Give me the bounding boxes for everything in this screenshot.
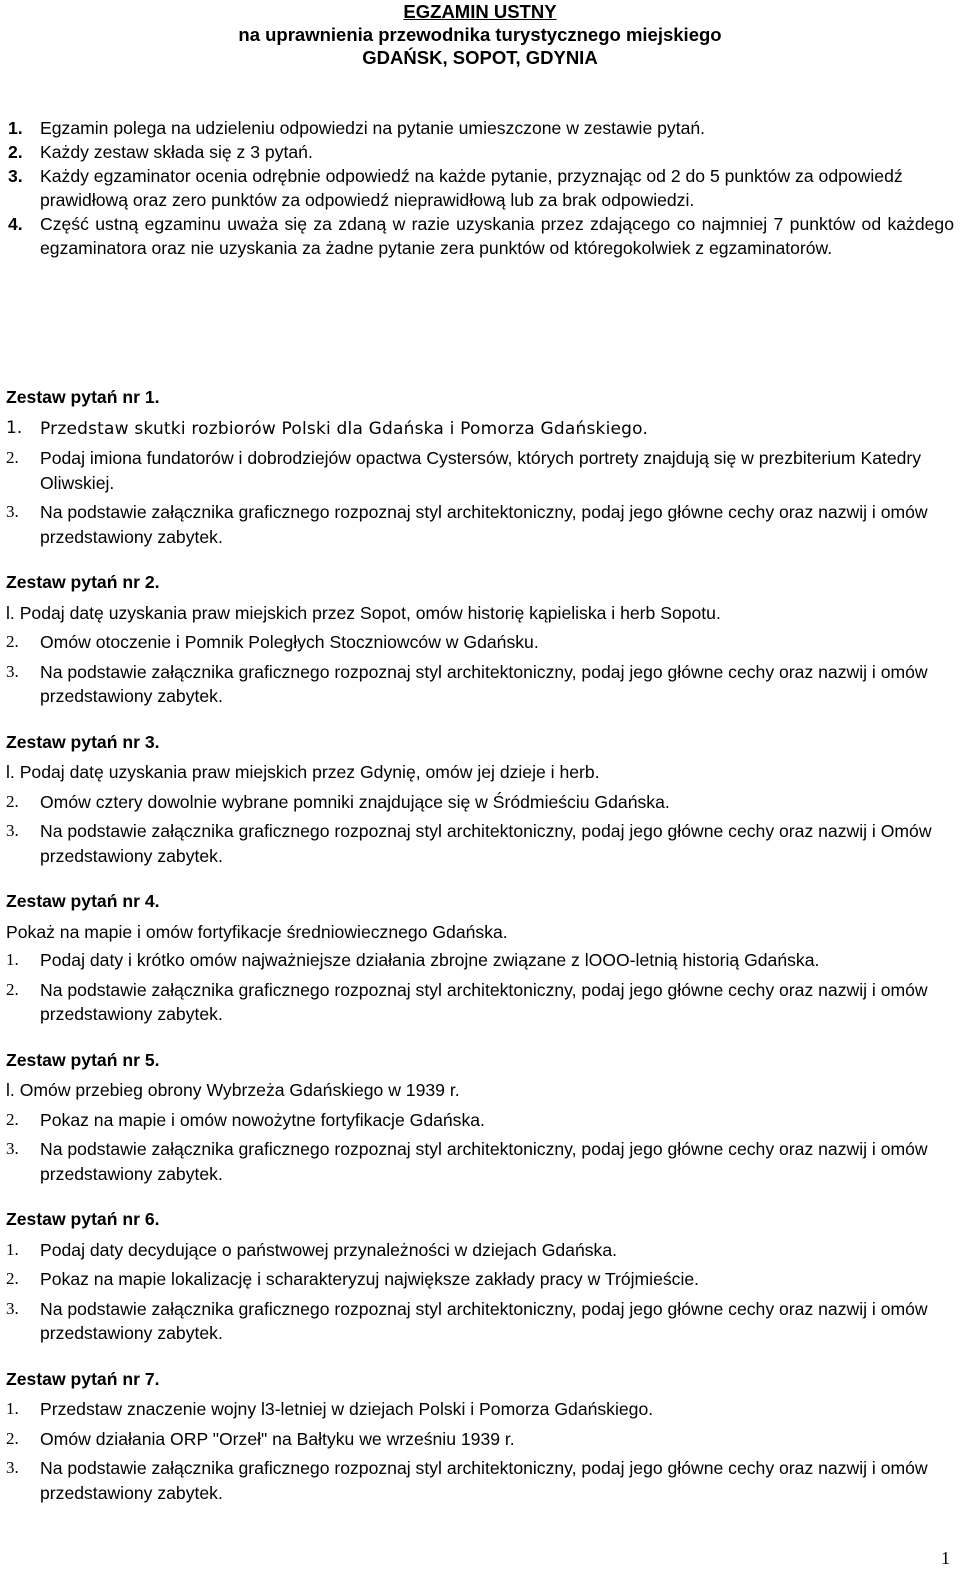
- question-text: Podaj daty i krótko omów najważniejsze działania zbrojne związane z lOOO-letnią historią Gdańska.: [40, 950, 820, 970]
- question-number: l.: [6, 762, 15, 782]
- question-set-7: [6, 1367, 956, 1506]
- question-number: l.: [6, 1080, 15, 1100]
- set-title: Zestaw pytań nr 5.: [6, 1049, 160, 1070]
- question-item: [6, 1238, 956, 1263]
- question-set-5: [6, 1048, 956, 1187]
- question-number: 3.: [6, 1139, 19, 1158]
- question-number: 3.: [6, 1458, 19, 1477]
- question-number: 2.: [6, 632, 19, 651]
- question-number: 3.: [6, 1298, 19, 1318]
- question-number: 1.: [6, 417, 23, 438]
- question-number: 2.: [6, 1109, 19, 1129]
- question-text: Podaj datę uzyskania praw miejskich przez Sopot, omów historię kąpieliska i herb Sopotu.: [19, 602, 721, 623]
- rule-text: Każdy egzaminator ocenia odrębnie odpowiedź na każde pytanie, przyznając od 2 do 5 punktów za odpowiedź prawidłową oraz zero punktów za odpowiedź nieprawidłową lub za brak odpowiedzi.: [40, 166, 903, 210]
- document-header: [0, 0, 960, 69]
- question-text: Na podstawie załącznika graficznego rozpoznaj styl architektoniczny, podaj jego główne cechy oraz nazwij i omów przedstawiony zabytek.: [40, 979, 928, 1024]
- document-title: EGZAMIN USTNY: [403, 1, 557, 22]
- question-set-3: [6, 730, 956, 869]
- question-item: [6, 446, 956, 495]
- document-subtitle: na uprawnienia przewodnika turystycznego miejskiego: [238, 24, 722, 45]
- question-text: Pokaz na mapie lokalizację i scharakteryzuj największe zakłady pracy w Trójmieście.: [40, 1269, 700, 1289]
- question-item: [6, 1397, 956, 1422]
- set-intro: Pokaż na mapie i omów fortyfikacje średniowiecznego Gdańska.: [6, 921, 508, 942]
- question-number: l.: [6, 602, 15, 623]
- set-title: Zestaw pytań nr 4.: [6, 891, 160, 911]
- question-item: [6, 416, 956, 442]
- set-title: Zestaw pytań nr 7.: [6, 1368, 160, 1389]
- rule-item: [8, 212, 954, 260]
- question-set-2: [6, 570, 956, 709]
- question-item: [6, 660, 956, 709]
- set-title: Zestaw pytań nr 6.: [6, 1209, 160, 1229]
- question-text: Na podstawie załącznika graficznego rozpoznaj styl architektoniczny, podaj jego główne cechy oraz nazwij i omów przedstawiony zabytek.: [40, 502, 928, 547]
- question-item: [6, 978, 956, 1027]
- rule-text: Egzamin polega na udzieleniu odpowiedzi na pytanie umieszczone w zestawie pytań.: [40, 118, 706, 138]
- question-item: [6, 1137, 956, 1186]
- question-text: Pokaz na mapie i omów nowożytne fortyfikacje Gdańska.: [40, 1109, 485, 1130]
- question-item: [6, 1108, 956, 1133]
- question-text: Przedstaw znaczenie wojny l3-letniej w dziejach Polski i Pomorza Gdańskiego.: [40, 1399, 654, 1419]
- question-text: Podaj imiona fundatorów i dobrodziejów opactwa Cystersów, których portrety znajdują się w prezbiterium Katedry Oliwskiej.: [40, 448, 922, 493]
- question-text: Na podstawie załącznika graficznego rozpoznaj styl architektoniczny, podaj jego główne cechy oraz nazwij i omów przedstawiony zabytek.: [40, 1458, 928, 1503]
- question-number: 2.: [6, 1428, 19, 1448]
- question-text: Na podstawie załącznika graficznego rozpoznaj styl architektoniczny, podaj jego główne cechy oraz nazwij i omów przedstawiony zabytek.: [40, 1139, 928, 1184]
- question-text: Podaj datę uzyskania praw miejskich przez Gdynię, omów jej dzieje i herb.: [19, 762, 600, 782]
- question-item: [6, 1456, 956, 1505]
- set-title: Zestaw pytań nr 2.: [6, 572, 160, 592]
- question-number: 1.: [6, 1399, 19, 1418]
- question-number: 3.: [6, 661, 19, 681]
- rule-item: [8, 164, 954, 212]
- question-text: Omów przebieg obrony Wybrzeża Gdańskiego w 1939 r.: [19, 1080, 460, 1100]
- question-text: Omów cztery dowolnie wybrane pomniki znajdujące się w Śródmieściu Gdańska.: [40, 791, 670, 812]
- question-sets: [6, 385, 956, 1526]
- question-item: [6, 1427, 956, 1452]
- question-text: Na podstawie załącznika graficznego rozpoznaj styl architektoniczny, podaj jego główne cechy oraz nazwij i omów przedstawiony zabytek.: [40, 661, 928, 706]
- question-set-6: [6, 1207, 956, 1346]
- question-text: Omów otoczenie i Pomnik Poległych Stoczniowców w Gdańsku.: [40, 632, 539, 652]
- question-item: [6, 1078, 956, 1103]
- question-number: 1.: [6, 1239, 19, 1259]
- question-item: [6, 500, 956, 549]
- rule-item: [8, 140, 954, 164]
- set-title: Zestaw pytań nr 1.: [6, 387, 160, 407]
- rule-number: 1.: [8, 118, 23, 138]
- rule-number: 3.: [8, 166, 23, 186]
- question-text: Podaj daty decydujące o państwowej przynależności w dziejach Gdańska.: [40, 1239, 618, 1260]
- rule-number: 2.: [8, 142, 23, 162]
- question-number: 2.: [6, 979, 19, 999]
- question-number: 2.: [6, 791, 19, 811]
- question-number: 2.: [6, 1269, 19, 1288]
- question-number: 1.: [6, 950, 19, 969]
- question-item: [6, 1267, 956, 1292]
- exam-rules-list: [8, 116, 954, 260]
- set-title: Zestaw pytań nr 3.: [6, 731, 160, 752]
- question-number: 3.: [6, 502, 19, 521]
- rule-text: Część ustną egzaminu uważa się za zdaną w razie uzyskania przez zdającego co najmniej 7 punktów od każdego egzaminatora oraz nie uzyskania za żadne pytanie zera punktów od któregokolwiek z egzaminatorów.: [40, 214, 954, 258]
- question-item: [6, 790, 956, 815]
- rule-text: Każdy zestaw składa się z 3 pytań.: [40, 142, 313, 162]
- question-text: Na podstawie załącznika graficznego rozpoznaj styl architektoniczny, podaj jego główne cechy oraz nazwij i omów przedstawiony zabytek.: [40, 1298, 928, 1343]
- question-item: [6, 601, 956, 626]
- question-item: [6, 760, 956, 785]
- question-set-1: [6, 385, 956, 549]
- question-item: [6, 630, 956, 655]
- question-item: [6, 819, 956, 868]
- question-text: Omów działania ORP "Orzeł" na Bałtyku we wrześniu 1939 r.: [40, 1428, 515, 1449]
- rule-number: 4.: [8, 214, 23, 234]
- page-number: 1: [941, 1548, 950, 1568]
- question-number: 3.: [6, 821, 19, 840]
- question-set-4: [6, 889, 956, 1027]
- question-text: Na podstawie załącznika graficznego rozpoznaj styl architektoniczny, podaj jego główne cechy oraz nazwij i Omów przedstawiony zabytek.: [40, 821, 932, 866]
- question-number: 2.: [6, 448, 19, 467]
- question-item: [6, 948, 956, 973]
- document-cities: GDAŃSK, SOPOT, GDYNIA: [362, 47, 598, 68]
- rule-item: [8, 116, 954, 140]
- question-text: Przedstaw skutki rozbiorów Polski dla Gdańska i Pomorza Gdańskiego.: [40, 418, 649, 439]
- question-item: [6, 1297, 956, 1346]
